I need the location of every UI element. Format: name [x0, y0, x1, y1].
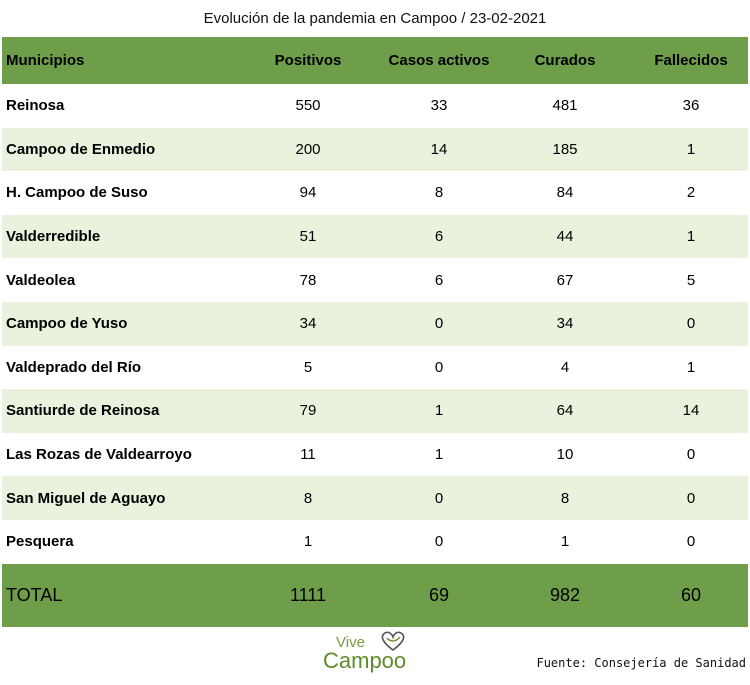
logo-line1: Vive [336, 634, 365, 651]
table-row [2, 171, 748, 215]
cell-fallecidos: 1 [686, 140, 696, 158]
cell-positivos: 1 [303, 533, 313, 551]
total-fallecidos: 60 [680, 584, 702, 605]
header-casos-activos: Casos activos [388, 52, 490, 69]
cell-fallecidos: 0 [686, 315, 696, 333]
cell-casos-activos: 0 [434, 315, 444, 333]
cell-curados: 34 [556, 315, 574, 333]
cell-curados: 64 [556, 402, 574, 420]
heart-swirl-icon [378, 630, 408, 652]
cell-fallecidos: 36 [682, 97, 700, 115]
total-casos-activos: 69 [428, 584, 450, 605]
table-row [2, 476, 748, 520]
cell-casos-activos: 6 [434, 271, 444, 289]
header-curados: Curados [534, 52, 596, 69]
cell-fallecidos: 14 [682, 402, 700, 420]
total-label: TOTAL [6, 584, 63, 605]
cell-municipio: Las Rozas de Valdearroyo [6, 446, 192, 464]
cell-municipio: Reinosa [6, 97, 65, 115]
source-note: Fuente: Consejería de Sanidad [536, 656, 746, 670]
cell-fallecidos: 2 [686, 184, 696, 202]
cell-positivos: 11 [300, 446, 316, 464]
cell-curados: 481 [552, 97, 578, 115]
cell-positivos: 550 [295, 97, 321, 115]
pandemic-table [2, 37, 748, 627]
cell-positivos: 34 [299, 315, 317, 333]
cell-municipio: Santiurde de Reinosa [6, 402, 160, 420]
vive-campoo-logo [318, 630, 418, 675]
cell-fallecidos: 0 [686, 489, 696, 507]
cell-fallecidos: 1 [686, 228, 696, 246]
table-row [2, 258, 748, 302]
cell-positivos: 94 [299, 184, 317, 202]
total-curados: 982 [549, 584, 581, 605]
cell-curados: 1 [560, 533, 570, 551]
cell-casos-activos: 1 [434, 446, 444, 464]
table-row [2, 128, 748, 172]
cell-casos-activos: 8 [434, 184, 444, 202]
cell-positivos: 78 [299, 271, 317, 289]
table-row [2, 302, 748, 346]
cell-municipio: Pesquera [6, 533, 74, 551]
cell-casos-activos: 33 [430, 97, 448, 115]
table-row [2, 215, 748, 259]
cell-curados: 67 [556, 271, 574, 289]
cell-curados: 10 [556, 446, 574, 464]
cell-casos-activos: 14 [430, 140, 448, 158]
cell-positivos: 79 [299, 402, 317, 420]
cell-fallecidos: 0 [686, 533, 696, 551]
cell-casos-activos: 0 [434, 489, 444, 507]
header-municipios: Municipios [6, 52, 85, 69]
cell-municipio: Campoo de Yuso [6, 315, 128, 333]
cell-curados: 8 [560, 489, 570, 507]
cell-municipio: H. Campoo de Suso [6, 184, 148, 202]
total-positivos: 1111 [289, 584, 327, 605]
header-row [2, 37, 748, 84]
header-fallecidos: Fallecidos [654, 52, 728, 69]
cell-positivos: 200 [295, 140, 321, 158]
table-row [2, 346, 748, 390]
table-row [2, 389, 748, 433]
total-row [2, 564, 748, 627]
cell-casos-activos: 1 [434, 402, 444, 420]
cell-fallecidos: 1 [686, 358, 696, 376]
cell-municipio: Valdeolea [6, 271, 76, 289]
cell-curados: 44 [556, 228, 574, 246]
cell-positivos: 5 [303, 358, 313, 376]
cell-municipio: San Miguel de Aguayo [6, 489, 166, 507]
cell-curados: 84 [556, 184, 574, 202]
cell-casos-activos: 6 [434, 228, 444, 246]
table-row [2, 520, 748, 564]
cell-casos-activos: 0 [434, 533, 444, 551]
cell-curados: 4 [560, 358, 570, 376]
cell-fallecidos: 0 [686, 446, 696, 464]
cell-municipio: Valdeprado del Río [6, 358, 142, 376]
cell-fallecidos: 5 [686, 271, 696, 289]
cell-positivos: 8 [303, 489, 313, 507]
table-row [2, 84, 748, 128]
cell-curados: 185 [552, 140, 578, 158]
header-positivos: Positivos [274, 52, 342, 69]
cell-casos-activos: 0 [434, 358, 444, 376]
table-title: Evolución de la pandemia en Campoo / 23-02-2021 [203, 10, 547, 27]
table-row [2, 433, 748, 477]
cell-municipio: Valderredible [6, 228, 101, 246]
cell-positivos: 51 [299, 228, 317, 246]
cell-municipio: Campoo de Enmedio [6, 140, 156, 158]
logo-line2: Campoo [323, 648, 407, 673]
